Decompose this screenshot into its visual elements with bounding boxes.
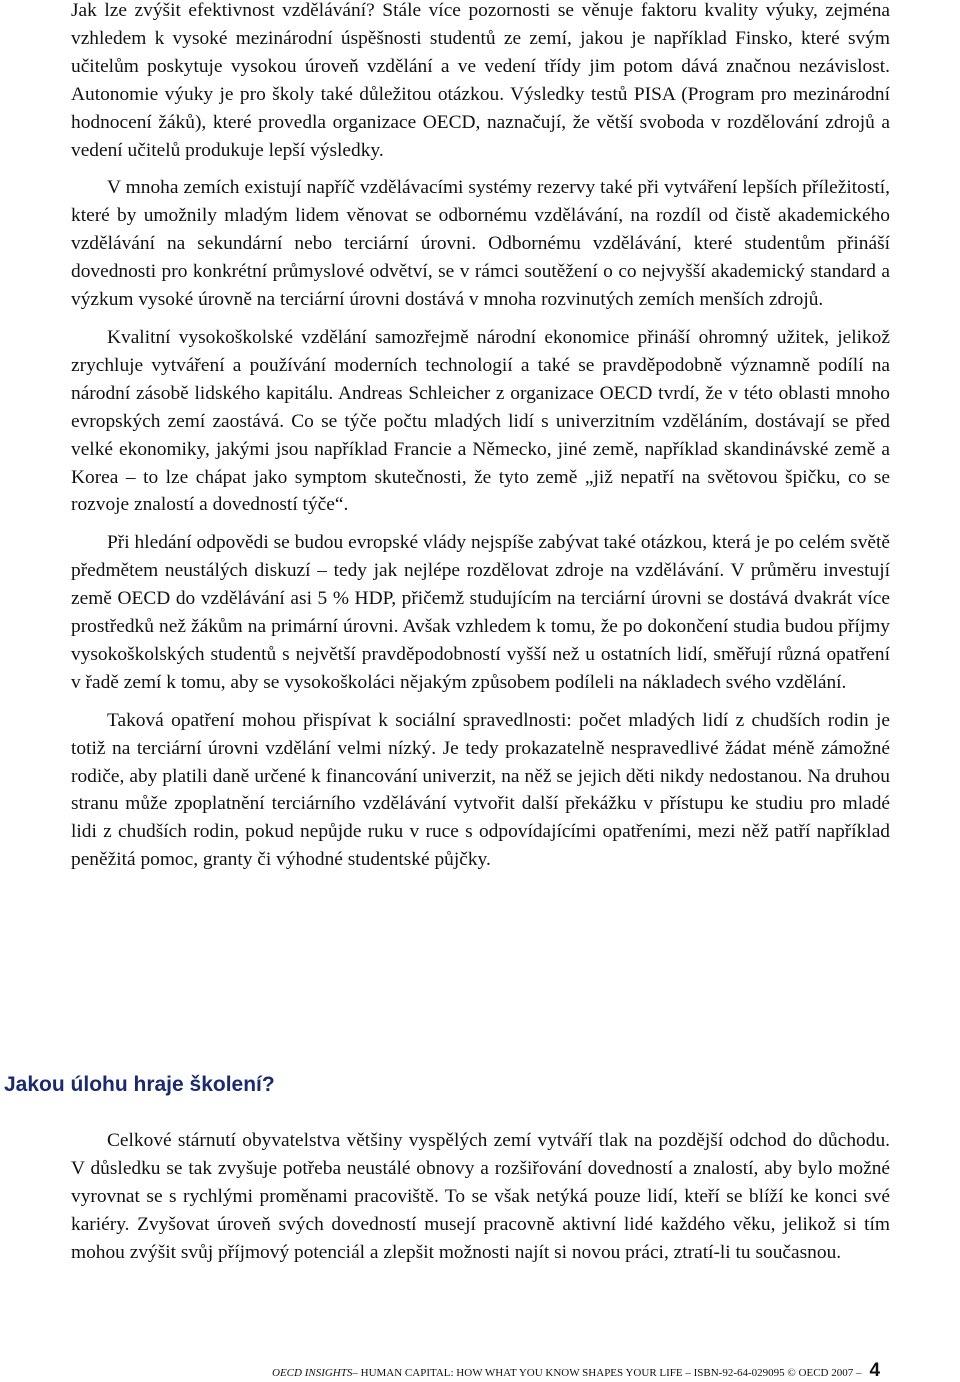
body-text-training: [71, 1127, 890, 1267]
paragraph-efficiency: Jak lze zvýšit efektivnost vzdělávání? Stále více pozornosti se věnuje faktoru kvality výuky, zejména vzhledem k vysoké mezinárodní úspěšnosti studentů ze zemí, jakou je například Finsko, které svým učitelům poskytuje vysokou úroveň vzdělání a ve vedení třídy jim potom dává značnou nezávislost. Autonomie výuky je pro školy také důležitou otázkou. Výsledky testů PISA (Program pro mezinárodní hodnocení žáků), které provedla organizace OECD, naznačují, že větší svoboda v rozdělování zdrojů a vedení učitelů produkuje lepší výsledky.: [71, 0, 890, 161]
footer-title: – HUMAN CAPITAL: HOW WHAT YOU KNOW SHAPES YOUR LIFE – ISBN-92-64-029095 © OECD 2007 –: [352, 1367, 862, 1379]
paragraph-higher-education: Kvalitní vysokoškolské vzdělání samozřejmě národní ekonomice přináší ohromný užitek, jelikož zrychluje vytváření a používání moderních technologií a také se pravděpodobně významně podílí na národní zásobě lidského kapitálu. Andreas Schleicher z organizace OECD tvrdí, že v této oblasti mnoho evropských zemí zaostává. Co se týče počtu mladých lidí s univerzitním vzděláním, dostávají se před velké ekonomiky, jakými jsou například Francie a Německo, jiné země, například skandinávské země a Korea – to lze chápat jako symptom skutečnosti, že tyto země „již nepatří na světovou špičku, co se rozvoje znalostí a dovedností týče“.: [71, 326, 890, 516]
page-footer: [272, 1360, 960, 1382]
paragraph-funding: Při hledání odpovědi se budou evropské vlády nejspíše zabývat také otázkou, která je po celém světě předmětem neustálých diskuzí – tedy jak nejlépe rozdělovat zdroje na vzdělávání. V průměru investují země OECD do vzdělávání asi 5 % HDP, přičemž studujícím na terciární úrovni se dostává dvakrát více prostředků než žákům na primární úrovni. Avšak vzhledem k tomu, že po dokončení studia budou příjmy vysokoškolských studentů s největší pravděpodobností vyšší než u ostatních lidí, směřují různá opatření v řadě zemí k tomu, aby se vysokoškoláci nějakým způsobem podíleli na nákladech svého vzdělání.: [71, 532, 890, 693]
paragraph-training: Celkové stárnutí obyvatelstva většiny vyspělých zemí vytváří tlak na pozdější odchod do důchodu. V důsledku se tak zvyšuje potřeba neustálé obnovy a rozšiřování dovedností a znalostí, aby bylo možné vyrovnat se s rychlými proměnami pracoviště. To se však netýká pouze lidí, kteří se blíží ke konci své kariéry. Zvyšovat úroveň svých dovedností musejí pracovně aktivní lidé každého věku, jelikož si tím mohou zvýšit svůj příjmový potenciál a zlepšit možnosti najít si novou práci, ztratí-li tu současnou.: [71, 1130, 890, 1263]
page-number: 4: [869, 1360, 881, 1381]
body-text-top: [71, 0, 890, 874]
paragraph-vocational: V mnoha zemích existují napříč vzdělávacími systémy rezervy také při vytváření lepších příležitostí, které by umožnily mladým lidem věnovat se odbornému vzdělávání, na rozdíl od čistě akademického vzdělávání na sekundární nebo terciární úrovni. Odbornému vzdělávání, které studentům přináší dovednosti pro konkrétní průmyslové odvětví, se v rámci soutěžení o co nejvyšší akademický standard a výzkum vysoké úrovně na terciární úrovni dostává v mnoha rozvinutých zemích menších zdrojů.: [71, 177, 890, 311]
section-heading: Jakou úlohu hraje školení?: [4, 1073, 275, 1096]
paragraph-social-justice: Taková opatření mohou přispívat k sociální spravedlnosti: počet mladých lidí z chudších rodin je totiž na terciární úrovni vzdělání velmi nízký. Je tedy prokazatelně nespravedlivé žádat méně zámožné rodiče, aby platili daně určené k financování univerzit, na něž se jejich děti nikdy nedostanou. Na druhou stranu může zpoplatnění terciárního vzdělávání vytvořit další překážku v přístupu ke studiu pro mladé lidi z chudších rodin, pokud nepůjde ruku v ruce s odpovídajícími opatřeními, mezi něž patří například peněžitá pomoc, granty či výhodné studentské půjčky.: [71, 709, 890, 871]
footer-series: OECD INSIGHTS: [272, 1367, 353, 1379]
